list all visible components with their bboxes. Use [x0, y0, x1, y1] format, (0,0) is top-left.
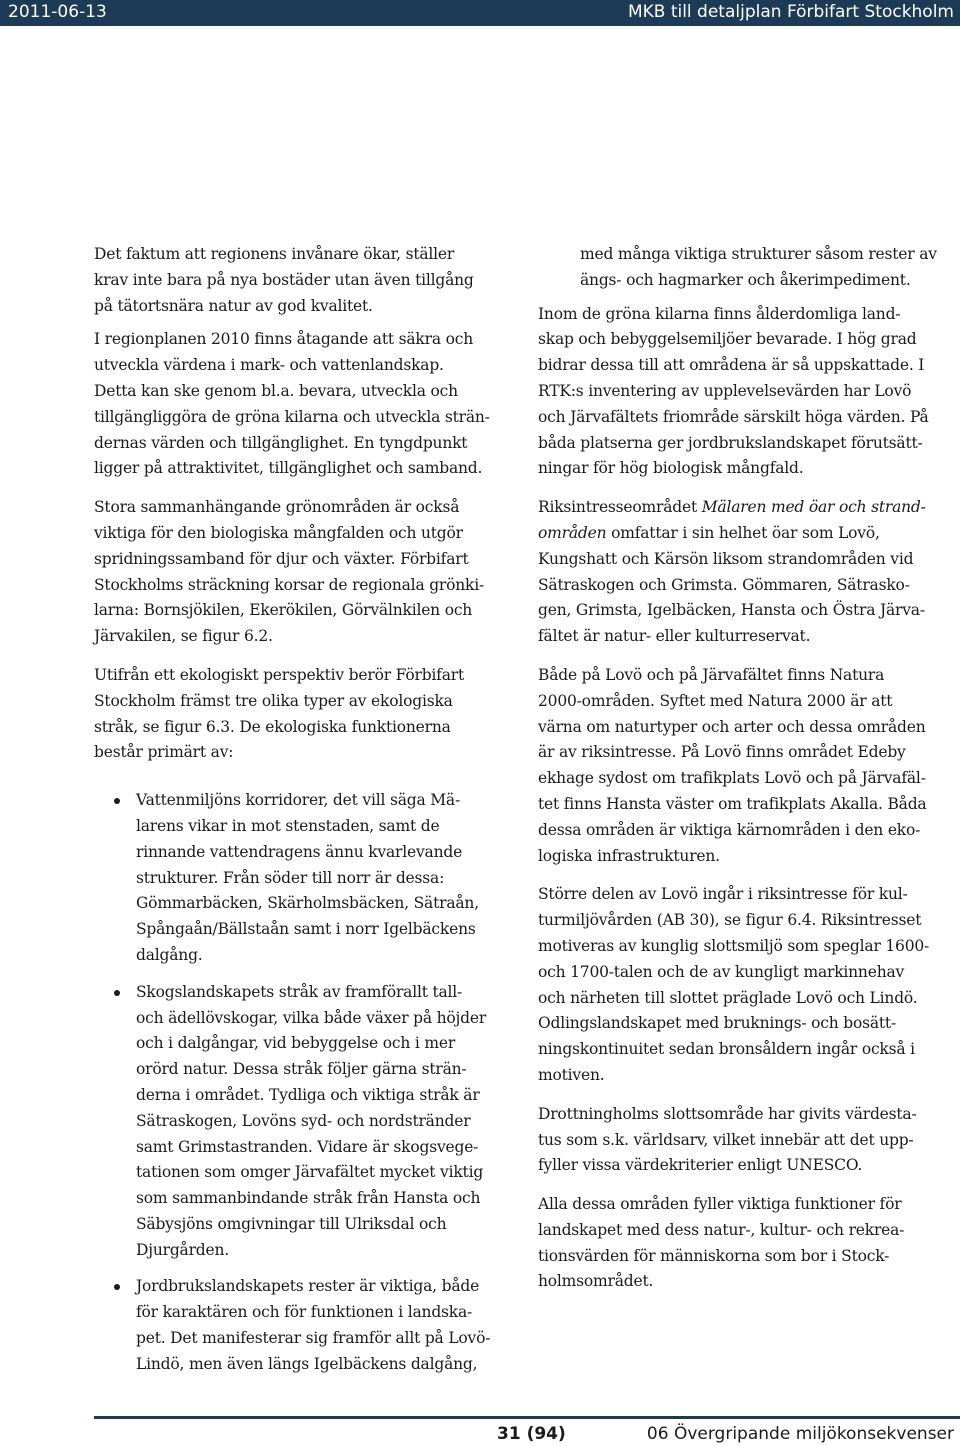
paragraph: I regionplanen 2010 finns åtagande att säkra och utveckla värdena i mark- och vattenlandskap. Detta kan ske genom bl.a. bevara, utveckla och tillgängliggöra de gröna kilarna och utveckla strän- dernas värden och tillgänglighet. En tyngdpunkt ligger på attraktivitet, tillgänglighet och samband.	[94, 330, 490, 478]
page-number: 31 (94)	[497, 1424, 566, 1444]
bullet-icon	[114, 990, 120, 996]
list-item	[94, 1274, 512, 1377]
list-item-text: Jordbrukslandskapets rester är viktiga, både för karaktären och för funktionen i landska- pet. Det manifesterar sig framför allt på Lovö- Lindö, men även längs Igelbäckens dalgång,	[136, 1277, 491, 1373]
right-column	[538, 242, 954, 1308]
paragraph	[538, 495, 954, 650]
header-date: 2011-06-13	[8, 2, 107, 22]
paragraph: med många viktiga strukturer såsom rester av ängs- och hagmarker och åkerimpediment.	[580, 245, 937, 289]
paragraph: Det faktum att regionens invånare ökar, ställer krav inte bara på nya bostäder utan även tillgång på tätortsnära natur av god kvalitet.	[94, 245, 474, 315]
paragraph: Drottningholms slottsområde har givits värdesta- tus som s.k. världsarv, vilket innebär att det upp- fyller vissa värdekriterier enligt UNESCO.	[538, 1104, 917, 1175]
bullet-list	[94, 788, 512, 1378]
paragraph: Stora sammanhängande grönområden är också viktiga för den biologiska mångfalden och utgör spridningssamband för djur och växter. Förbifart Stockholms sträckning korsar de regionala grönki- larna: Bornsjökilen, Ekerökilen, Görvälnkilen och Järvakilen, se figur 6.2.	[94, 498, 485, 646]
italic-title: Mälaren med öar och strand- områden	[538, 498, 926, 542]
list-item	[94, 980, 512, 1264]
page-header	[0, 0, 960, 26]
paragraph-text: omfattar i sin helhet öar som Lovö, Kungshatt och Kärsön liksom strandområden vid Sätraskogen och Grimsta. Gömmaren, Sätrasko- gen, Grimsta, Igelbäcken, Hansta och Östra Järva- fältet är natur- eller kulturreservat.	[538, 523, 925, 646]
list-item-text: Vattenmiljöns korridorer, det vill säga Mä- larens vikar in mot stenstaden, samt de rinnande vattendragens ännu kvarlevande strukturer. Från söder till norr är dessa: Gömmarbäcken, Skärholmsbäcken, Sätraån, Spångaån/Bällstaån samt i norr Igelbäckens dalgång.	[136, 791, 479, 964]
header-title: MKB till detaljplan Förbifart Stockholm	[627, 2, 954, 22]
footer-divider	[94, 1416, 960, 1419]
chapter-title: 06 Övergripande miljökonsekvenser	[646, 1424, 954, 1444]
page-footer	[0, 1416, 960, 1446]
list-item-text: Skogslandskapets stråk av framförallt tall- och ädellövskogar, vilka både växer på höjder och i dalgångar, vid bebyggelse och i mer orörd natur. Dessa stråk följer gärna strän- derna i området. Tydliga och viktiga stråk är Sätraskogen, Lovöns syd- och nordstränder samt Grimstastranden. Vidare är skogsvege- tationen som omger Järvafältet mycket viktig som sammanbindande stråk från Hansta och Säbysjöns omgivningar till Ulriksdal och Djurgården.	[136, 982, 487, 1259]
paragraph: Utifrån ett ekologiskt perspektiv berör Förbifart Stockholm främst tre olika typer av ekologiska stråk, se figur 6.3. De ekologiska funktionerna består primärt av:	[94, 665, 465, 762]
paragraph: Både på Lovö och på Järvafältet finns Natura 2000-områden. Syftet med Natura 2000 är att värna om naturtyper och arter och dessa områden är av riksintresse. På Lovö finns området Edeby ekhage sydost om trafikplats Lovö och på Järvafäl- tet finns Hansta väster om trafikplats Akalla. Båda dessa områden är viktiga kärnområden i den eko- logiska infrastrukturen.	[538, 665, 927, 865]
list-item	[94, 788, 512, 969]
bullet-icon	[114, 798, 120, 804]
paragraph-text: Riksintresseområdet	[538, 498, 702, 517]
paragraph: Alla dessa områden fyller viktiga funktioner för landskapet med dess natur-, kultur- och rekrea- tionsvärden för människorna som bor i Stock- holmsområdet.	[538, 1195, 905, 1291]
bullet-icon	[114, 1284, 120, 1290]
paragraph: Inom de gröna kilarna finns ålderdomliga land- skap och bebyggelsemiljöer bevarade. I hög grad bidrar dessa till att områdena är så uppskattade. I RTK:s inventering av upplevelsevärden har Lovö och Järvafältets friområde särskilt höga värden. På båda platserna ger jordbrukslandskapet förutsätt- ningar för hög biologisk mångfald.	[538, 304, 929, 478]
paragraph: Större delen av Lovö ingår i riksintresse för kul- turmiljövården (AB 30), se figur 6.4. Riksintresset motiveras av kunglig slottsmiljö som speglar 1600- och 1700-talen och de av kungligt markinnehav och närheten till slottet präglade Lovö och Lindö. Odlingslandskapet med bruknings- och bosätt- ningskontinuitet sedan bronsåldern ingår också i motiven.	[538, 885, 930, 1084]
left-column	[94, 242, 512, 1389]
